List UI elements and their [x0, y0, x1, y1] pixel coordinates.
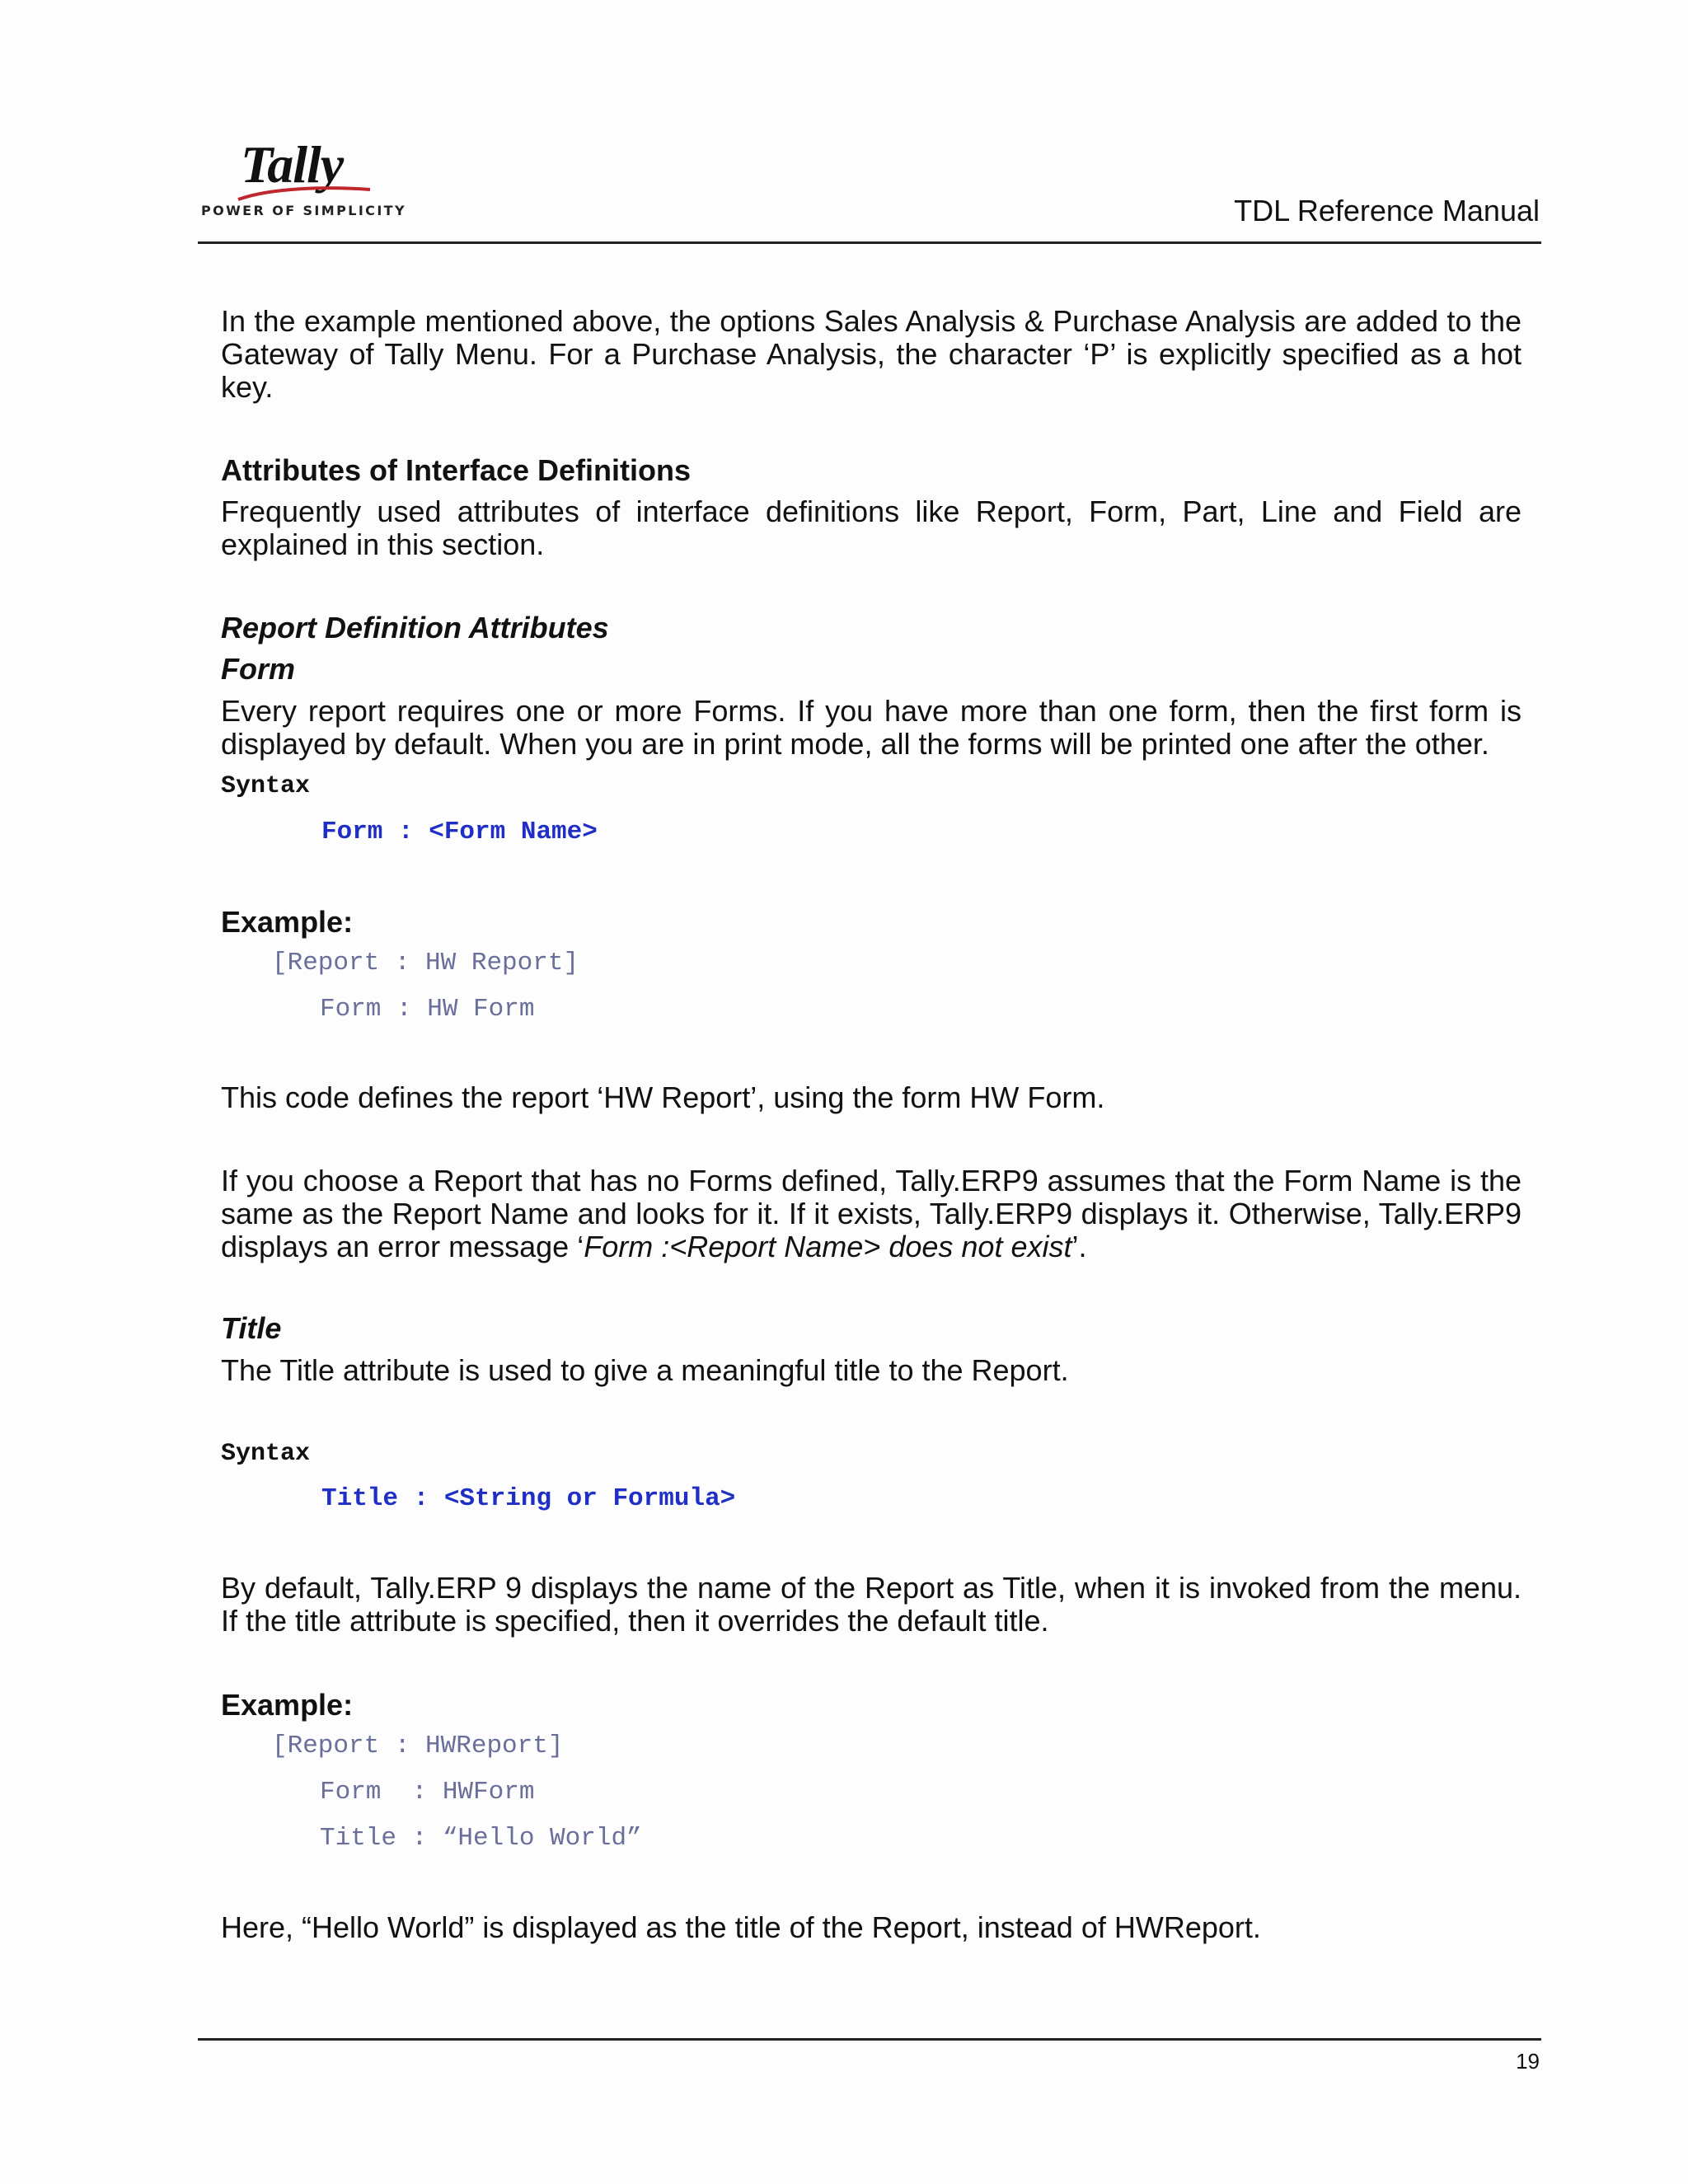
logo-tagline: POWER OF SIMPLICITY: [201, 203, 406, 218]
title-description: The Title attribute is used to give a meaningful title to the Report.: [221, 1353, 1069, 1387]
title-syntax-label: Syntax: [221, 1440, 311, 1468]
form-heading: Form: [221, 652, 295, 686]
logo-wordmark: Tally: [241, 135, 344, 194]
tally-logo: [201, 134, 406, 224]
title-syntax-code: Title : <String or Formula>: [321, 1484, 736, 1513]
form-description: Every report requires one or more Forms. If you have more than one form, then the first form is displayed by default. When you are in print mode, all the forms will be printed one after the other.: [221, 694, 1522, 761]
form-syntax-label: Syntax: [221, 772, 311, 800]
form-note-error: Form :<Report Name> does not exist: [584, 1230, 1072, 1263]
header-rule: [198, 241, 1541, 244]
intro-paragraph: In the example mentioned above, the options Sales Analysis & Purchase Analysis are added to the Gateway of Tally Menu. For a Purchase Analysis, the character ‘P’ is explicitly specified as a hot key.: [221, 304, 1522, 404]
footer-rule: [198, 2038, 1541, 2041]
title-example-line: Form : HWForm: [320, 1778, 535, 1807]
title-example-line: [Report : HWReport]: [272, 1732, 564, 1760]
form-explanation: This code defines the report ‘HW Report’, using the form HW Form.: [221, 1080, 1105, 1114]
section-heading: Attributes of Interface Definitions: [221, 453, 692, 487]
form-example-line: [Report : HW Report]: [272, 949, 579, 977]
form-note: [221, 1165, 1522, 1263]
form-note-end: ’.: [1071, 1230, 1087, 1263]
title-default-note: By default, Tally.ERP 9 displays the name of the Report as Title, when it is invoked from the menu. If the title attribute is specified, then it overrides the default title.: [221, 1571, 1522, 1638]
page-number: 19: [1516, 2049, 1540, 2074]
title-explanation: Here, “Hello World” is displayed as the title of the Report, instead of HWReport.: [221, 1910, 1261, 1944]
manual-title: TDL Reference Manual: [1234, 194, 1540, 227]
section-description: Frequently used attributes of interface definitions like Report, Form, Part, Line and Field are explained in this section.: [221, 494, 1522, 561]
title-example-label: Example:: [221, 1688, 354, 1722]
report-attributes-heading: Report Definition Attributes: [221, 611, 609, 644]
title-example-line: Title : “Hello World”: [320, 1824, 642, 1853]
form-syntax-code: Form : <Form Name>: [321, 818, 598, 846]
form-note-text: If you choose a Report that has no Forms defined, Tally.ERP9 assumes that the Form Name is the same as the Report Name and looks for it. If it exists, Tally.ERP9 displays it. Otherwise, Tally.ERP9 displays an error message ‘: [221, 1164, 1522, 1263]
form-example-line: Form : HW Form: [320, 995, 535, 1024]
title-heading: Title: [221, 1311, 282, 1345]
form-example-label: Example:: [221, 905, 354, 939]
